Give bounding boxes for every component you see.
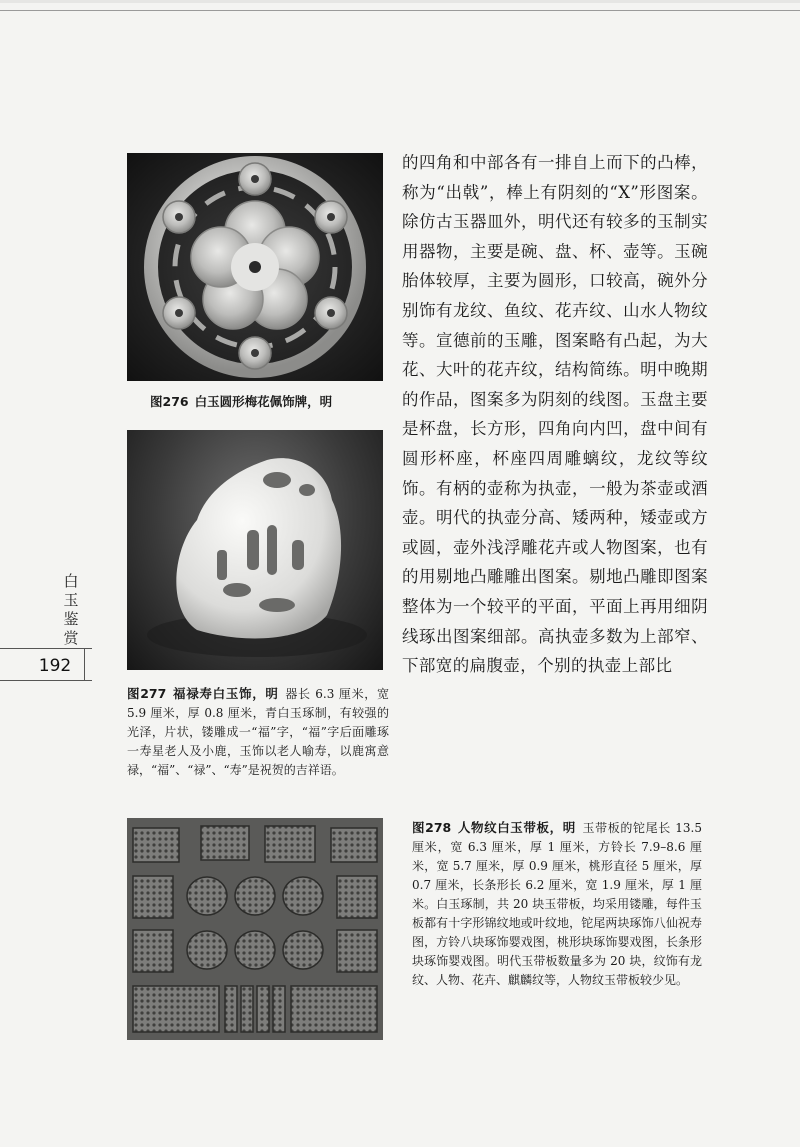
figure-276-caption [150, 392, 390, 411]
page-number: 192 [38, 656, 72, 676]
top-rule [0, 10, 800, 11]
page-number-rule-vertical [84, 648, 85, 681]
top-edge-shade [0, 0, 800, 3]
figure-277-title: 福禄寿白玉饰，明 [172, 686, 279, 701]
figure-278-description: 玉带板的铊尾长 13.5 厘米，宽 6.3 厘米，厚 1 厘米，方铃长 7.9–8.6 厘米，宽 5.7 厘米，厚 0.9 厘米，桃形直径 5 厘米，厚 0.7 厘米，长条形长 6.2 厘米，宽 1.9 厘米，厚 1 厘米。白玉琢制，共 20 块玉带板，均采用镂雕，每件玉板都有十字形锦纹地或叶纹地，铊尾两块琢饰八仙祝寿图，方铃八块琢饰婴戏图，桃形块琢饰婴戏图，长条形块琢饰婴戏图。明代玉带板数量多为 20 块，纹饰有龙纹、人物、花卉、麒麟纹等，人物纹玉带板较少见。 [412, 821, 702, 987]
figure-278-title: 人物纹白玉带板，明 [457, 820, 576, 835]
figure-276-label: 图276 [150, 394, 189, 409]
figure-276-photo [127, 153, 383, 381]
figure-277-photo [127, 430, 383, 670]
body-text: 的四角和中部各有一排自上而下的凸棒，称为“出戟”，棒上有阴刻的“X”形图案。除仿古玉器皿外，明代还有较多的玉制实用器物，主要是碗、盘、杯、壶等。玉碗胎体较厚，主要为圆形，口较高，碗外分别饰有龙纹、鱼纹、花卉纹、山水人物纹等。宣德前的玉雕，图案略有凸起，为大花、大叶的花卉纹，结构简练。明中晚期的作品，图案多为阴刻的线图。玉盘主要是杯盘，长方形，四角向内凹，盘中间有圆形杯座，杯座四周雕螭纹，龙纹等纹饰。有柄的壶称为执壶，一般为茶壶或酒壶。明代的执壶分高、矮两种，矮壶或方或圆，壶外浅浮雕花卉或人物图案，也有的用剔地凸雕雕出图案。剔地凸雕即图案整体为一个较平的平面，平面上再用细阴线琢出图案细部。高执壶多数为上部窄、下部宽的扁腹壶，个别的执壶上部比 [402, 153, 708, 676]
figure-278-caption [412, 818, 702, 990]
page-number-rule-top [0, 648, 92, 649]
figure-278-label: 图278 [412, 820, 452, 835]
figure-277-label: 图277 [127, 686, 167, 701]
section-title [56, 572, 86, 648]
section-title-char: 赏 [63, 629, 79, 647]
section-title-char: 鉴 [63, 610, 79, 628]
page-number-rule-bottom [0, 680, 92, 681]
section-title-text [56, 572, 86, 648]
figure-277-caption [127, 684, 389, 780]
figure-278-photo [127, 818, 383, 1040]
section-title-char: 玉 [63, 591, 79, 609]
figure-276-title: 白玉圆形梅花佩饰牌，明 [194, 394, 333, 409]
section-title-char: 白 [63, 572, 79, 590]
figure-277-description: 器长 6.3 厘米，宽 5.9 厘米，厚 0.8 厘米，青白玉琢制，有较强的光泽，片状，镂雕成一“福”字，“福”字后面雕琢一寿星老人及小鹿，玉饰以老人喻寿，以鹿寓意禄，“福”、“禄”、“寿”是祝贺的吉祥语。 [127, 687, 389, 777]
